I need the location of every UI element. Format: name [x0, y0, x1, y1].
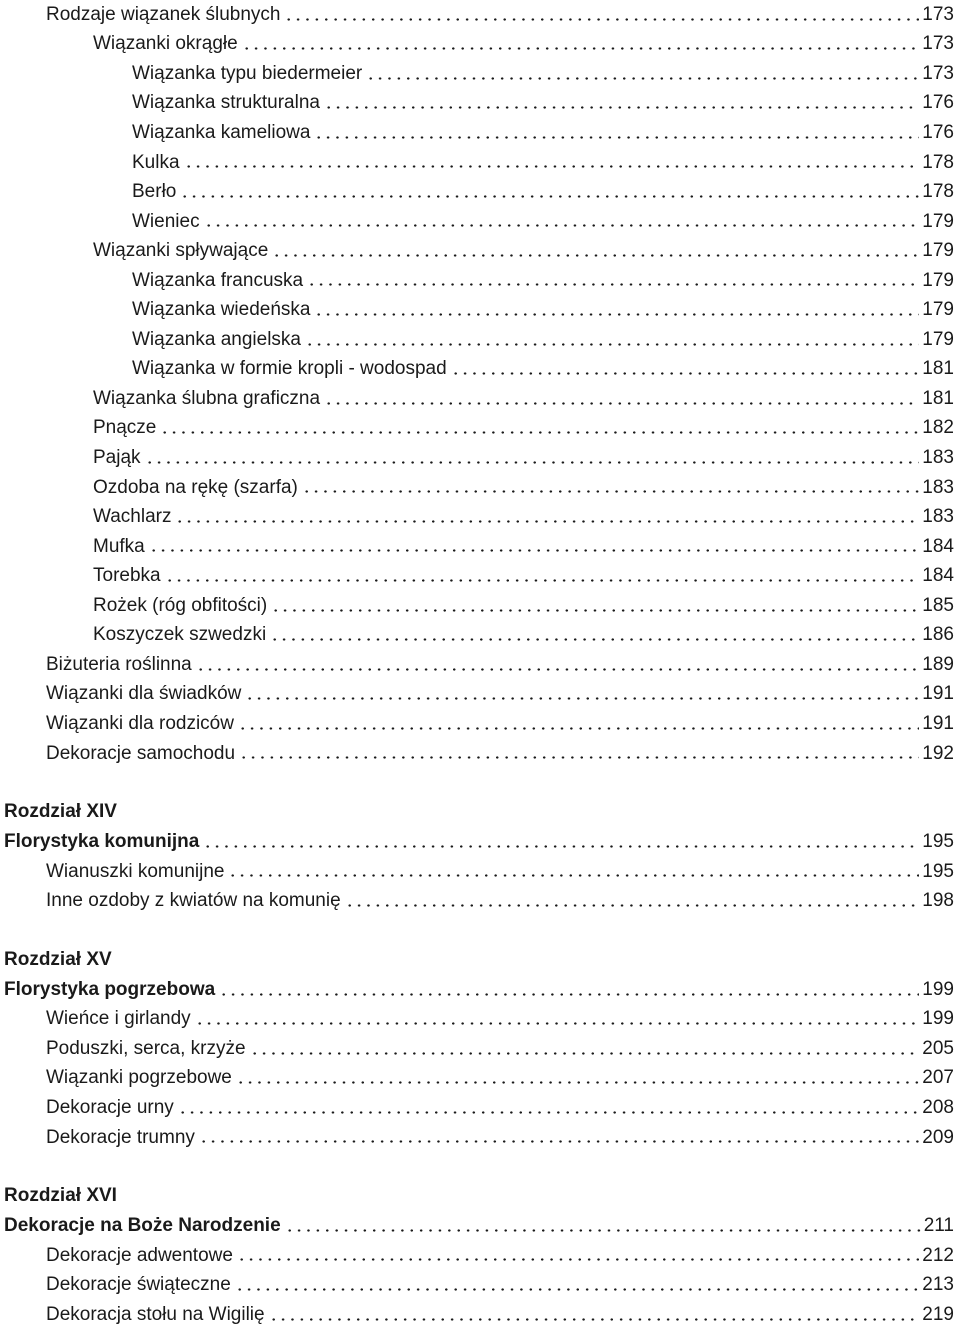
- toc-entry-title: Wiązanka francuska: [132, 269, 304, 291]
- dot-leader: [314, 312, 919, 318]
- dot-leader: [270, 637, 919, 643]
- toc-entry-title: Wiązanki dla świadków: [46, 683, 242, 705]
- toc-entry-page-number: 212: [922, 1244, 954, 1266]
- dot-leader: [302, 489, 919, 495]
- toc-entry[interactable]: [0, 118, 960, 148]
- toc-entry-page-number: 173: [922, 3, 954, 25]
- toc-entry-title: Pnącze: [93, 417, 157, 439]
- toc-entry[interactable]: [0, 443, 960, 473]
- dot-leader: [160, 430, 919, 436]
- toc-entry-title: Dekoracje na Boże Narodzenie: [4, 1215, 281, 1237]
- toc-entry-page-number: 179: [922, 328, 954, 350]
- toc-entry-title: Dekoracje samochodu: [46, 742, 236, 764]
- toc-entry-title: Florystyka komunijna: [4, 831, 200, 853]
- toc-entry[interactable]: [0, 1063, 960, 1093]
- toc-entry-title: Torebka: [93, 565, 161, 587]
- toc-entry-page-number: 183: [922, 447, 954, 468]
- toc-entry-title: Biżuteria roślinna: [46, 653, 192, 675]
- toc-entry[interactable]: [0, 1093, 960, 1123]
- toc-entry-page-number: 184: [922, 565, 954, 587]
- toc-entry-title: Wieńce i girlandy: [46, 1008, 191, 1030]
- toc-section-entry[interactable]: [0, 975, 960, 1005]
- toc-entry[interactable]: [0, 1034, 960, 1064]
- toc-entry-title: Wiązanka w formie kropli - wodospad: [132, 358, 447, 380]
- toc-entry-title: Berło: [132, 181, 177, 203]
- dot-leader: [245, 696, 919, 702]
- toc-entry-title: Rodzaje wiązanek ślubnych: [46, 3, 281, 25]
- toc-entry-page-number: 176: [922, 92, 954, 114]
- toc-entry-title: Wiązanka wiedeńska: [132, 299, 311, 321]
- dot-leader: [324, 400, 919, 406]
- toc-entry[interactable]: [0, 679, 960, 709]
- dot-leader: [149, 548, 920, 554]
- toc-entry-title: Kulka: [132, 151, 180, 173]
- toc-entry-title: Wachlarz: [93, 506, 172, 528]
- chapter-heading: Rozdział XIV: [4, 801, 117, 823]
- toc-entry-title: Poduszki, serca, krzyże: [46, 1037, 246, 1059]
- dot-leader: [196, 666, 920, 672]
- toc-entry-title: Wiązanka kameliowa: [132, 121, 311, 143]
- toc-entry-title: Ozdoba na rękę (szarfa): [93, 476, 298, 498]
- toc-entry-page-number: 182: [922, 417, 954, 439]
- toc-entry[interactable]: [0, 295, 960, 325]
- dot-leader: [271, 607, 919, 613]
- toc-entry-title: Rożek (róg obfitości): [93, 594, 268, 616]
- toc-entry-title: Florystyka pogrzebowa: [4, 978, 216, 1000]
- toc-entry-page-number: 179: [922, 299, 954, 321]
- toc-entry-title: Dekoracje adwentowe: [46, 1244, 233, 1266]
- toc-entry[interactable]: [0, 1122, 960, 1152]
- toc-entry[interactable]: [0, 413, 960, 443]
- dot-leader: [366, 75, 919, 81]
- toc-entry-page-number: 176: [922, 121, 954, 143]
- toc-entry-page-number: 179: [922, 240, 954, 262]
- toc-entry-title: Wiązanka typu biedermeier: [132, 62, 363, 84]
- toc-entry-page-number: 179: [922, 210, 954, 232]
- toc-entry[interactable]: [0, 502, 960, 532]
- dot-leader: [314, 134, 919, 140]
- toc-entry-page-number: 186: [922, 624, 954, 646]
- toc-entry-page-number: 179: [922, 269, 954, 291]
- toc-entry-title: Inne ozdoby z kwiatów na komunię: [46, 890, 341, 912]
- dot-leader: [145, 459, 920, 465]
- dot-leader: [180, 193, 919, 199]
- toc-entry-page-number: 181: [922, 387, 954, 409]
- dot-leader: [269, 1316, 920, 1322]
- toc-entry-page-number: 183: [922, 506, 954, 528]
- toc-entry-title: Dekoracja stołu na Wigilię: [46, 1303, 265, 1325]
- toc-entry-page-number: 208: [922, 1097, 954, 1118]
- toc-entry[interactable]: [0, 1004, 960, 1034]
- toc-entry-title: Dekoracje urny: [46, 1097, 174, 1118]
- dot-leader: [195, 1021, 920, 1027]
- chapter-heading: Rozdział XV: [4, 948, 112, 970]
- toc-entry-title: Mufka: [93, 535, 145, 557]
- toc-entry-page-number: 195: [922, 860, 954, 882]
- toc-entry-title: Wiązanka ślubna graficzna: [93, 387, 321, 409]
- toc-entry-page-number: 178: [922, 181, 954, 203]
- toc-entry-title: Wiązanki pogrzebowe: [46, 1067, 232, 1089]
- toc-entry-page-number: 219: [922, 1303, 954, 1325]
- toc-entry-page-number: 178: [922, 151, 954, 173]
- toc-entry-page-number: 195: [922, 831, 954, 853]
- toc-entry[interactable]: [0, 88, 960, 118]
- dot-leader: [204, 223, 920, 229]
- toc-entry[interactable]: [0, 147, 960, 177]
- toc-entry-page-number: 181: [922, 358, 954, 380]
- toc-entry-page-number: 213: [922, 1274, 954, 1296]
- dot-leader: [203, 843, 919, 849]
- dot-leader: [284, 16, 919, 22]
- toc-entry[interactable]: [0, 709, 960, 739]
- dot-leader: [242, 46, 920, 52]
- dot-leader: [199, 1139, 919, 1145]
- toc-entry[interactable]: [0, 591, 960, 621]
- dot-leader: [178, 1109, 920, 1115]
- toc-entry-page-number: 173: [922, 62, 954, 84]
- toc-entry-page-number: 191: [922, 712, 954, 734]
- toc-entry[interactable]: [0, 1300, 960, 1329]
- toc-entry[interactable]: [0, 206, 960, 236]
- toc-entry-title: Wieniec: [132, 210, 200, 232]
- toc-entry[interactable]: [0, 886, 960, 916]
- dot-leader: [184, 164, 920, 170]
- toc-entry-page-number: 185: [922, 594, 954, 616]
- toc-entry-page-number: 209: [922, 1126, 954, 1148]
- dot-leader: [305, 341, 919, 347]
- toc-entry[interactable]: [0, 0, 960, 29]
- chapter-heading: Rozdział XVI: [4, 1185, 117, 1207]
- toc-section-entry[interactable]: [0, 1211, 960, 1241]
- toc-entry[interactable]: [0, 650, 960, 680]
- dot-leader: [236, 1080, 919, 1086]
- toc-entry[interactable]: [0, 29, 960, 59]
- toc-entry[interactable]: [0, 531, 960, 561]
- dot-leader: [235, 1287, 919, 1293]
- dot-leader: [175, 518, 919, 524]
- dot-leader: [345, 902, 920, 908]
- toc-entry-page-number: 211: [923, 1215, 954, 1237]
- toc-entry[interactable]: [0, 620, 960, 650]
- dot-leader: [239, 755, 919, 761]
- toc-entry-page-number: 199: [922, 978, 954, 1000]
- toc-entry-page-number: 207: [922, 1067, 954, 1089]
- dot-leader: [250, 1050, 920, 1056]
- toc-entry[interactable]: [0, 738, 960, 768]
- toc-entry[interactable]: [0, 177, 960, 207]
- toc-entry-title: Dekoracje świąteczne: [46, 1274, 231, 1296]
- dot-leader: [238, 725, 919, 731]
- dot-leader: [451, 371, 920, 377]
- toc-entry-title: Wiązanki dla rodziców: [46, 712, 234, 734]
- dot-leader: [237, 1257, 919, 1263]
- toc-entry[interactable]: [0, 1240, 960, 1270]
- toc-entry[interactable]: [0, 1270, 960, 1300]
- toc-entry-page-number: 192: [922, 742, 954, 764]
- toc-entry-title: Pająk: [93, 447, 141, 468]
- toc-entry[interactable]: [0, 236, 960, 266]
- toc-entry-page-number: 199: [922, 1008, 954, 1030]
- dot-leader: [307, 282, 919, 288]
- dot-leader: [285, 1227, 921, 1233]
- toc-entry-page-number: 189: [922, 653, 954, 675]
- dot-leader: [324, 105, 919, 111]
- dot-leader: [165, 577, 920, 583]
- toc-entry-title: Wiązanki okrągłe: [93, 33, 238, 55]
- toc-entry[interactable]: [0, 472, 960, 502]
- toc-section-entry[interactable]: [0, 827, 960, 857]
- toc-entry-title: Dekoracje trumny: [46, 1126, 195, 1148]
- toc-entry[interactable]: [0, 856, 960, 886]
- toc-entry-page-number: 205: [922, 1037, 954, 1059]
- dot-leader: [219, 991, 919, 997]
- toc-entry-page-number: 183: [922, 476, 954, 498]
- toc-entry-title: Koszyczek szwedzki: [93, 624, 267, 646]
- toc-entry[interactable]: [0, 325, 960, 355]
- toc-entry[interactable]: [0, 561, 960, 591]
- dot-leader: [272, 252, 919, 258]
- toc-entry-title: Wiązanka angielska: [132, 328, 301, 350]
- toc-entry[interactable]: [0, 354, 960, 384]
- toc-entry[interactable]: [0, 59, 960, 89]
- toc-entry-title: Wianuszki komunijne: [46, 860, 225, 882]
- toc-entry[interactable]: [0, 265, 960, 295]
- dot-leader: [228, 873, 919, 879]
- toc-entry-page-number: 184: [922, 535, 954, 557]
- toc-entry-page-number: 173: [922, 33, 954, 55]
- toc-entry-page-number: 191: [922, 683, 954, 705]
- toc-entry-title: Wiązanki spływające: [93, 240, 269, 262]
- toc-entry[interactable]: [0, 384, 960, 414]
- toc-entry-title: Wiązanka strukturalna: [132, 92, 320, 114]
- toc-entry-page-number: 198: [922, 890, 954, 912]
